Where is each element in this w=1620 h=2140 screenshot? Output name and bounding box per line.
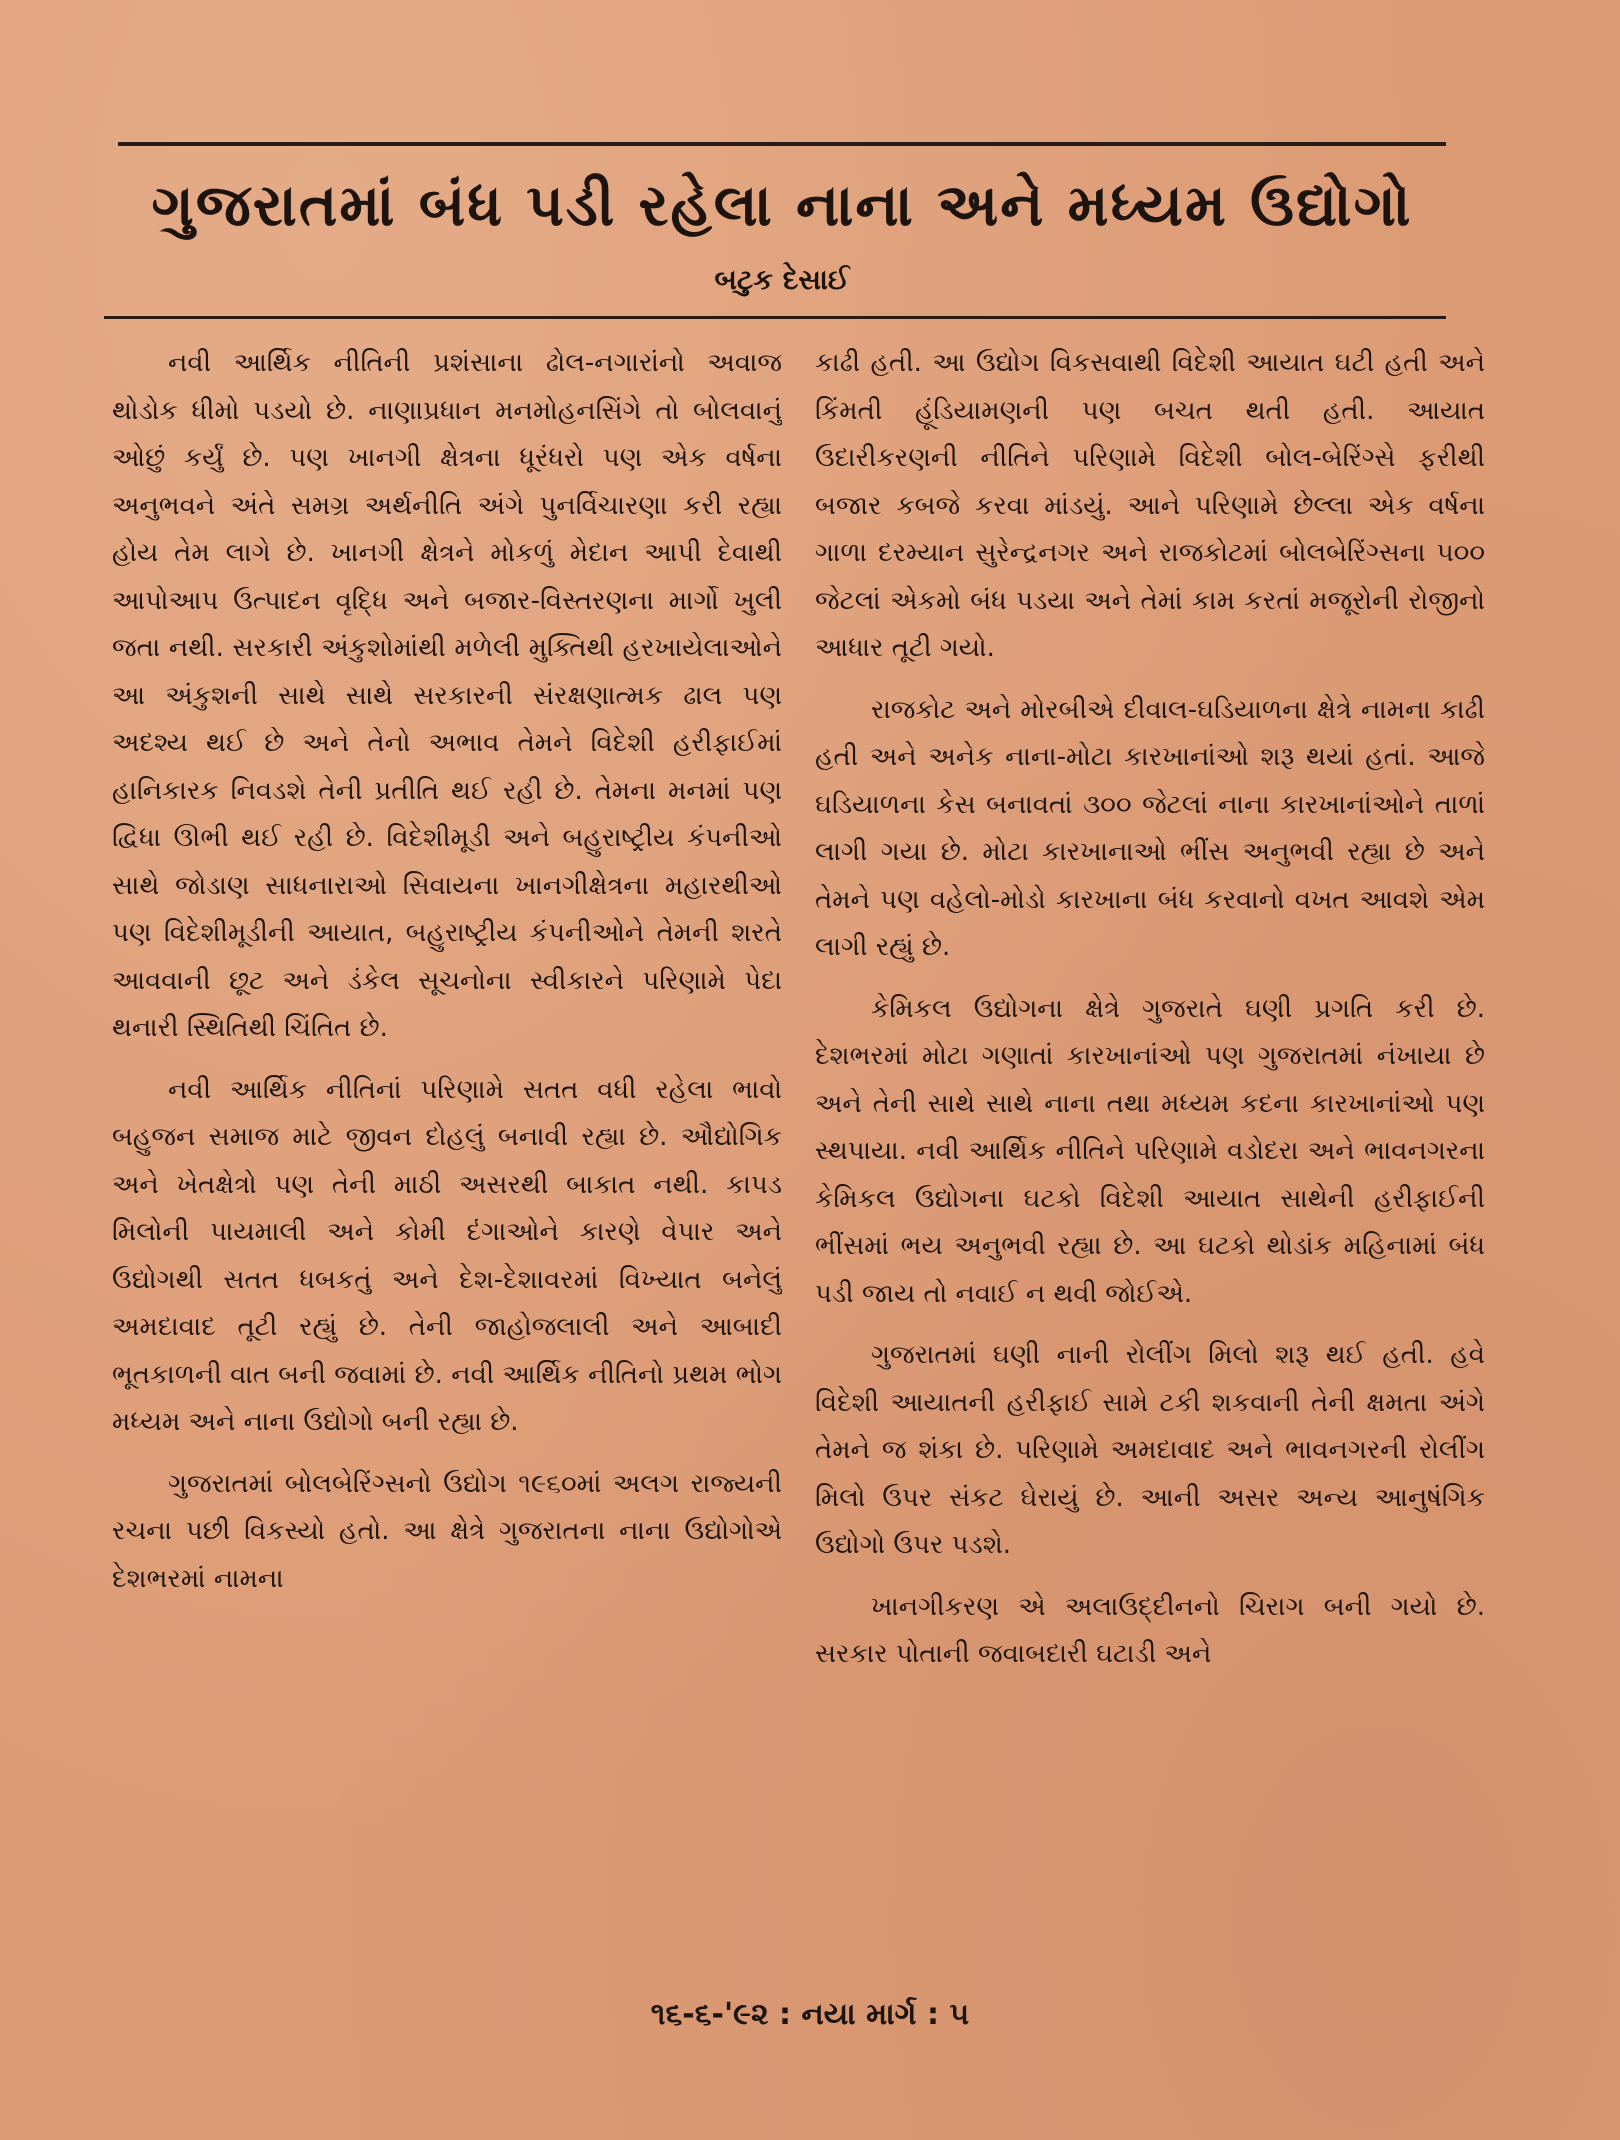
page-footer: ૧૬-૬-'૯૨ : નયા માર્ગ : ૫ (650, 1997, 970, 2032)
paragraph: ખાનગીકરણ એ અલાઉદ્દીનનો ચિરાગ બની ગયો છે. સરકાર પોતાની જવાબદારી ઘટાડી અને (815, 1591, 1485, 1669)
title-bottom-rule (104, 316, 1446, 319)
paragraph: કેમિકલ ઉદ્યોગના ક્ષેત્રે ગુજરાતે ઘણી પ્રગતિ કરી છે. દેશભરમાં મોટા ગણાતાં કારખાનાંઓ પણ ગુજરાતમાં નંખાયા છે અને તેની સાથે સાથે નાના તથા મધ્યમ કદના કારખાનાંઓ પણ સ્થપાયા. નવી આર્થિક નીતિને પરિણામે વડોદરા અને ભાવનગરના કેમિકલ ઉદ્યોગના ઘટકો વિદેશી આયાત સાથેની હરીફાઈની ભીંસમાં ભય અનુભવી રહ્યા છે. આ ઘટકો થોડાંક મહિનામાં બંધ પડી જાય તો નવાઈ ન થવી જોઈએ. (815, 993, 1485, 1309)
paragraph: રાજકોટ અને મોરબીએ દીવાલ-ઘડિયાળના ક્ષેત્રે નામના કાઢી હતી અને અનેક નાના-મોટા કારખાનાંઓ શરૂ થયાં હતાં. આજે ઘડિયાળના કેસ બનાવતાં ૩૦૦ જેટલાં નાના કારખાનાંઓને તાળાં લાગી ગયા છે. મોટા કારખાનાઓ ભીંસ અનુભવી રહ્યા છે અને તેમને પણ વહેલો-મોડો કારખાના બંધ કરવાનો વખત આવશે એમ લાગી રહ્યું છે. (815, 694, 1485, 962)
paragraph: નવી આર્થિક નીતિની પ્રશંસાના ઢોલ-નગારાંનો અવાજ થોડોક ધીમો પડયો છે. નાણાપ્રધાન મનમોહનસિંગે તો બોલવાનું ઓછું કર્યું છે. પણ ખાનગી ક્ષેત્રના ધૂરંધરો પણ એક વર્ષના અનુભવને અંતે સમગ્ર અર્થનીતિ અંગે પુનર્વિચારણા કરી રહ્યા હોય તેમ લાગે છે. ખાનગી ક્ષેત્રને મોકળું મેદાન આપી દેવાથી આપોઆપ ઉત્પાદન વૃદ્ધિ અને બજાર-વિસ્તરણના માર્ગો ખુલી જતા નથી. સરકારી અંકુશોમાંથી મળેલી મુક્તિથી હરખાયેલાઓને આ અંકુશની સાથે સાથે સરકારની સંરક્ષણાત્મક ઢાલ પણ અદશ્ય થઈ છે અને તેનો અભાવ તેમને વિદેશી હરીફાઈમાં હાનિકારક નિવડશે તેની પ્રતીતિ થઈ રહી છે. તેમના મનમાં પણ દ્વિધા ઊભી થઈ રહી છે. વિદેશીમૂડી અને બહુરાષ્ટ્રીય કંપનીઓ સાથે જોડાણ સાધનારાઓ સિવાયના ખાનગીક્ષેત્રના મહારથીઓ પણ વિદેશીમૂડીની આયાત, બહુરાષ્ટ્રીય કંપનીઓને તેમની શરતે આવવાની છૂટ અને ડંકેલ સૂચનોના સ્વીકારને પરિણામે પેદા થનારી સ્થિતિથી ચિંતિત છે. (112, 348, 782, 1043)
paragraph: નવી આર્થિક નીતિનાં પરિણામે સતત વધી રહેલા ભાવો બહુજન સમાજ માટે જીવન દોહલું બનાવી રહ્યા છે. ઔદ્યોગિક અને ખેતક્ષેત્રો પણ તેની માઠી અસરથી બાકાત નથી. કાપડ મિલોની પાયમાલી અને કોમી દંગાઓને કારણે વેપાર અને ઉદ્યોગથી સતત ધબકતું અને દેશ-દેશાવરમાં વિખ્યાત બનેલું અમદાવાદ તૂટી રહ્યું છે. તેની જાહોજલાલી અને આબાદી ભૂતકાળની વાત બની જવામાં છે. નવી આર્થિક નીતિનો પ્રથમ ભોગ મધ્યમ અને નાના ઉદ્યોગો બની રહ્યા છે. (112, 1074, 782, 1437)
article-author: બટુક દેસાઈ (714, 263, 850, 296)
title-top-rule (118, 142, 1446, 146)
paragraph: ગુજરાતમાં બોલબેરિંગ્સનો ઉદ્યોગ ૧૯૬૦માં અલગ રાજ્યની રચના પછી વિકસ્યો હતો. આ ક્ષેત્રે ગુજરાતના નાના ઉદ્યોગોએ દેશભરમાં નામના (112, 1468, 782, 1594)
paragraph-continued: કાઢી હતી. આ ઉદ્યોગ વિકસવાથી વિદેશી આયાત ઘટી હતી અને કિંમતી હૂંડિયામણની પણ બચત થતી હતી. આયાત ઉદારીકરણની નીતિને પરિણામે વિદેશી બોલ-બેરિંગ્સે ફરીથી બજાર કબજે કરવા માંડયું. આને પરિણામે છેલ્લા એક વર્ષના ગાળા દરમ્યાન સુરેન્દ્રનગર અને રાજકોટમાં બોલબેરિંગ્સના ૫૦૦ જેટલાં એકમો બંધ પડયા અને તેમાં કામ કરતાં મજૂરોની રોજીનો આધાર તૂટી ગયો. (815, 348, 1485, 663)
article-title: ગુજરાતમાં બંધ પડી રહેલા નાના અને મધ્યમ ઉદ્યોગો (151, 171, 1413, 239)
paragraph: ગુજરાતમાં ઘણી નાની રોલીંગ મિલો શરૂ થઈ હતી. હવે વિદેશી આયાતની હરીફાઈ સામે ટકી શકવાની તેની ક્ષમતા અંગે તેમને જ શંકા છે. પરિણામે અમદાવાદ અને ભાવનગરની રોલીંગ મિલો ઉપર સંકટ ઘેરાયું છે. આની અસર અન્ય આનુષંગિક ઉદ્યોગો ઉપર પડશે. (815, 1340, 1485, 1560)
left-column (112, 340, 782, 1990)
right-column (815, 340, 1485, 1990)
